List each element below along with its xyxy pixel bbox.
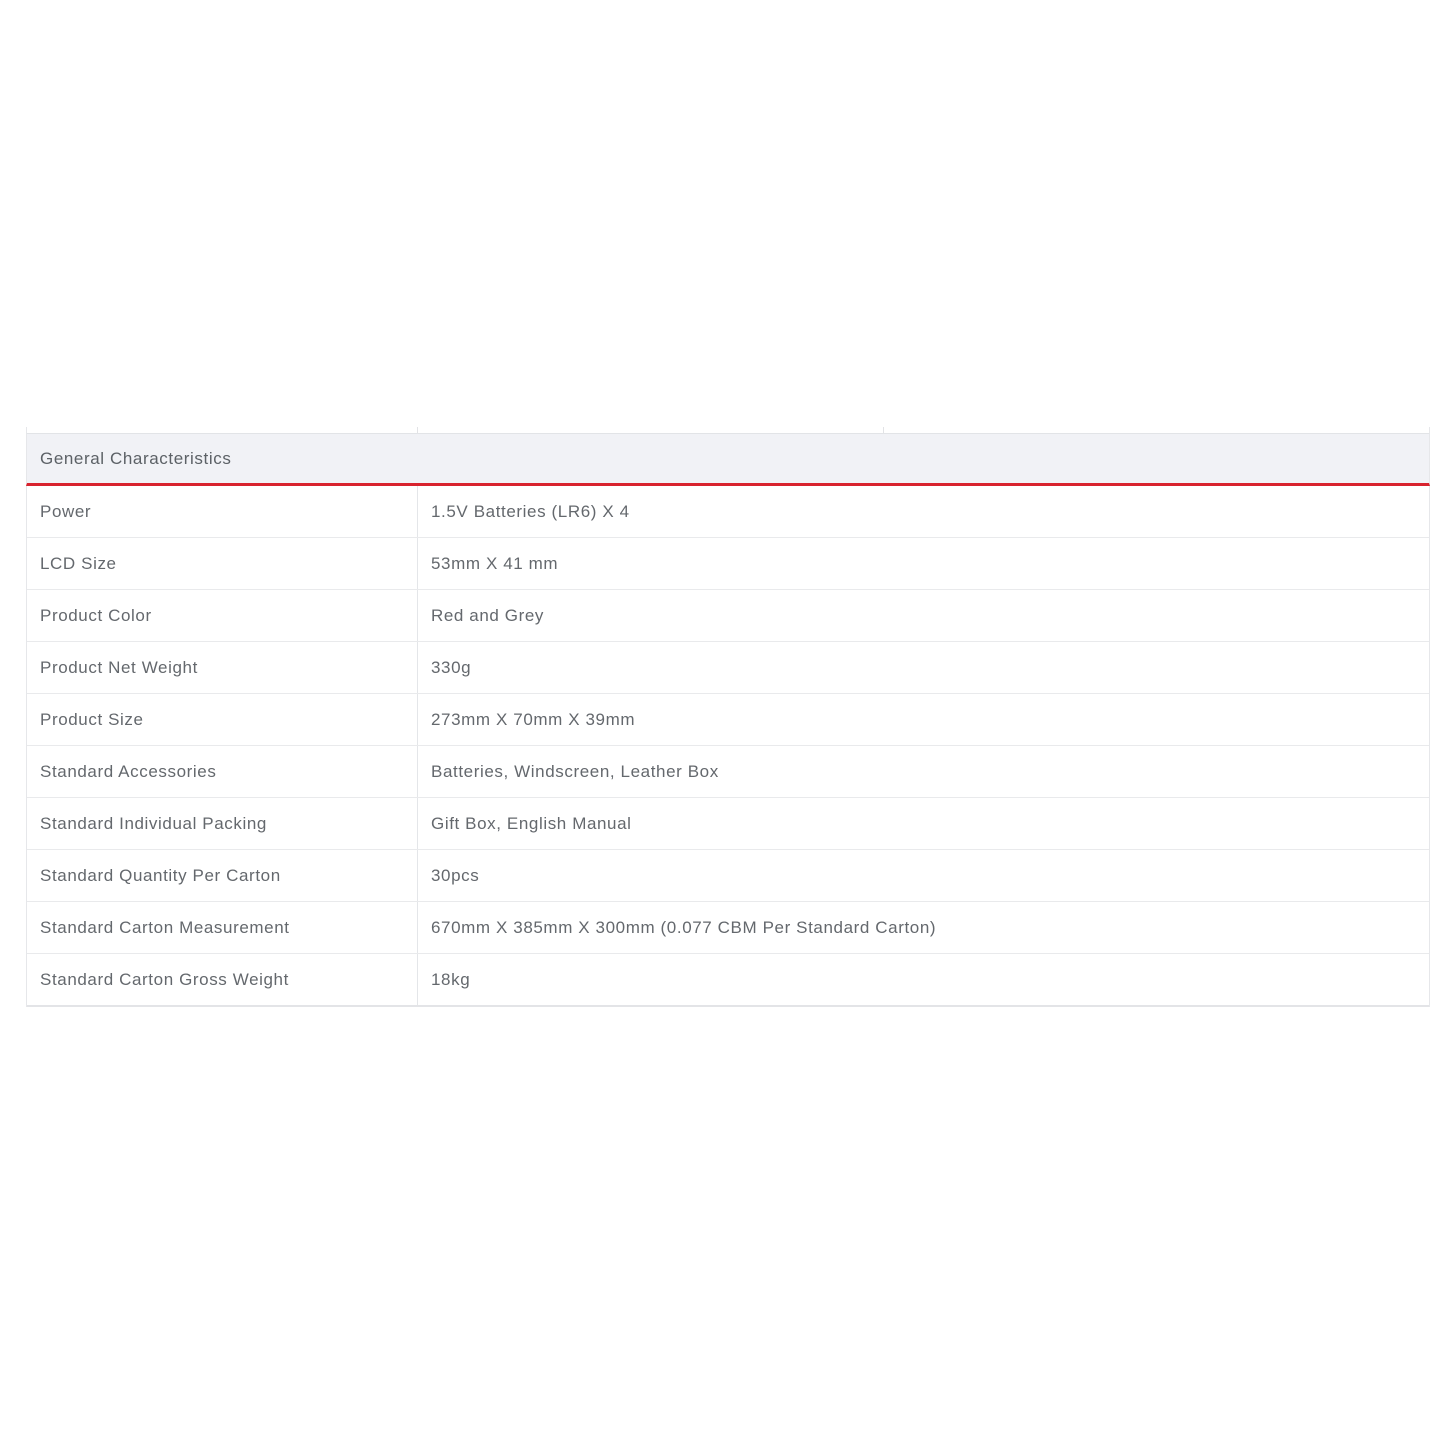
section-title: General Characteristics: [40, 448, 232, 468]
spec-table: [26, 427, 1430, 1007]
spec-value: 273mm X 70mm X 39mm: [431, 709, 636, 729]
table-row: [27, 642, 1429, 694]
spec-label: Product Color: [27, 590, 418, 641]
previous-row-fragment: [26, 427, 1430, 433]
spec-label: Standard Carton Measurement: [27, 902, 418, 953]
table-row: [27, 538, 1429, 590]
spec-label: Standard Individual Packing: [27, 798, 418, 849]
spec-label: Power: [27, 486, 418, 537]
spec-label: Standard Accessories: [27, 746, 418, 797]
column-divider: [883, 427, 884, 433]
spec-value: Batteries, Windscreen, Leather Box: [431, 761, 719, 781]
spec-rows: [26, 486, 1430, 1007]
section-header: [26, 433, 1430, 486]
column-divider: [417, 427, 418, 433]
table-row: [27, 694, 1429, 746]
spec-label: Standard Quantity Per Carton: [27, 850, 418, 901]
spec-value: 330g: [431, 657, 472, 677]
table-row: [27, 954, 1429, 1007]
spec-value: 670mm X 385mm X 300mm (0.077 CBM Per Standard Carton): [431, 917, 937, 937]
spec-value: 18kg: [431, 969, 471, 989]
spec-value: 53mm X 41 mm: [431, 553, 559, 573]
table-row: [27, 850, 1429, 902]
table-row: [27, 590, 1429, 642]
spec-value: 30pcs: [431, 865, 480, 885]
table-row: [27, 486, 1429, 538]
table-row: [27, 746, 1429, 798]
spec-value: Gift Box, English Manual: [431, 813, 632, 833]
spec-label: Product Size: [27, 694, 418, 745]
table-row: [27, 798, 1429, 850]
spec-label: Product Net Weight: [27, 642, 418, 693]
spec-label: Standard Carton Gross Weight: [27, 954, 418, 1005]
spec-value: Red and Grey: [431, 605, 545, 625]
table-row: [27, 902, 1429, 954]
spec-value: 1.5V Batteries (LR6) X 4: [431, 501, 630, 521]
spec-label: LCD Size: [27, 538, 418, 589]
